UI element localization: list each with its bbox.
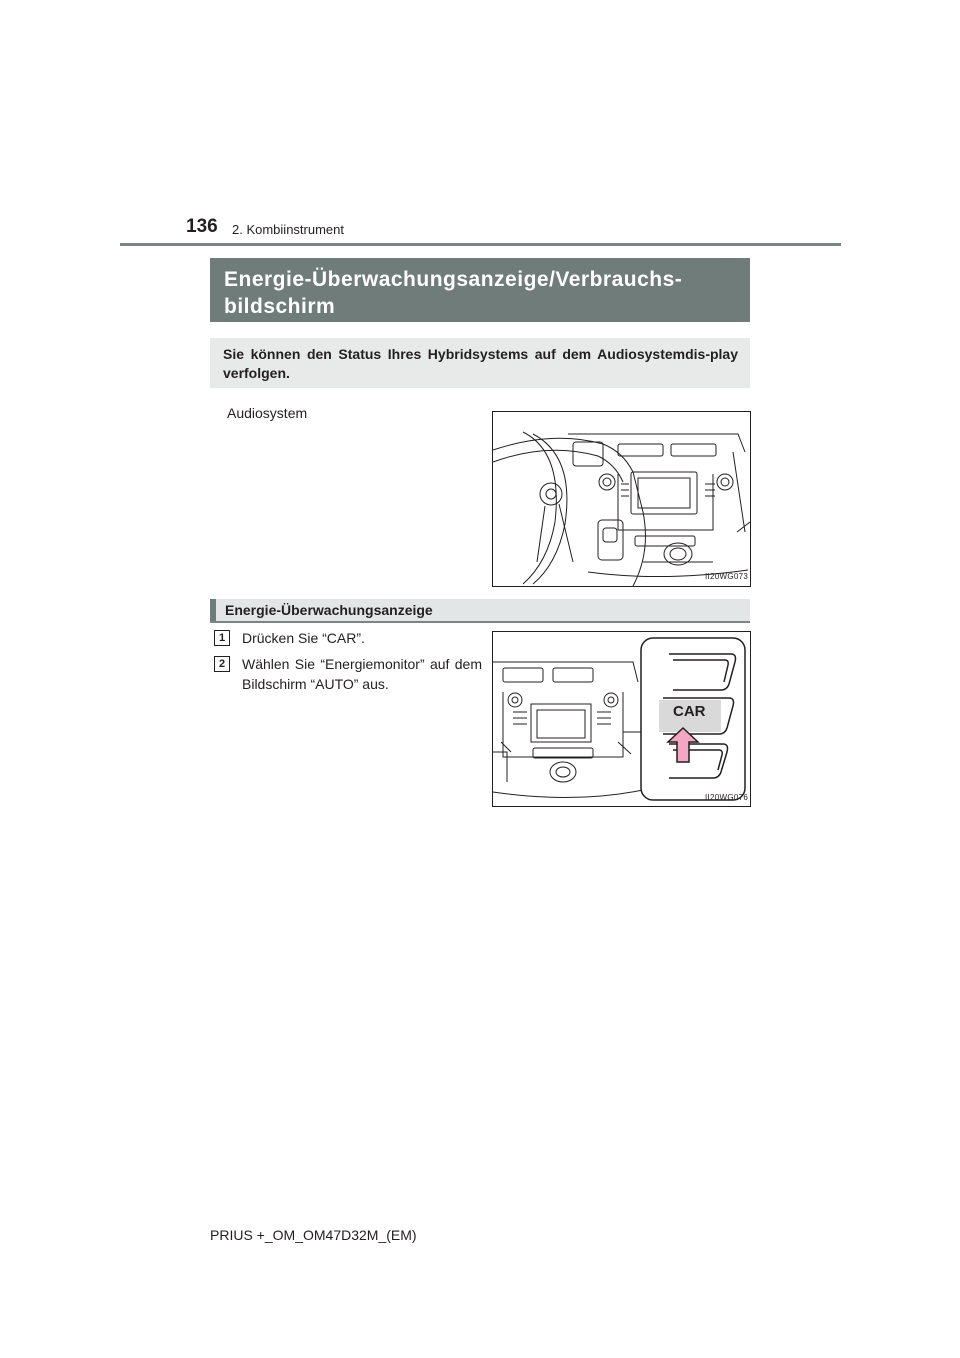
step-text: Wählen Sie “Energiemonitor” auf dem Bildschirm “AUTO” aus. [242,656,482,692]
intro-text: Sie können den Status Ihres Hybridsystems auf dem Audiosystemdis-play verfolgen. [223,346,738,381]
page-number: 136 [186,216,218,237]
dashboard-illustration [493,412,750,586]
step-number: 1 [214,630,230,646]
subsection-accent [210,599,216,621]
figure-id: II20WG073 [705,572,749,581]
step-text: Drücken Sie “CAR”. [242,630,365,646]
section-title: Energie-Überwachungsanzeige/Verbrauchs-bildschirm [224,268,683,318]
intro-box [210,338,750,388]
subsection-header [210,599,750,623]
audio-system-label: Audiosystem [227,405,308,421]
figure-id: II20WG076 [705,793,749,802]
console-illustration [493,632,750,806]
figure-car-button [492,631,751,807]
car-button-label: CAR [673,703,706,720]
figure-audiosystem [492,411,751,587]
chapter-title: 2. Kombiinstrument [232,222,344,237]
subsection-title: Energie-Überwachungsanzeige [225,602,433,618]
footer-doc-id: PRIUS +_OM_OM47D32M_(EM) [210,1227,417,1243]
header-rule [120,243,841,246]
step-number: 2 [214,656,230,672]
section-title-box [210,258,750,322]
